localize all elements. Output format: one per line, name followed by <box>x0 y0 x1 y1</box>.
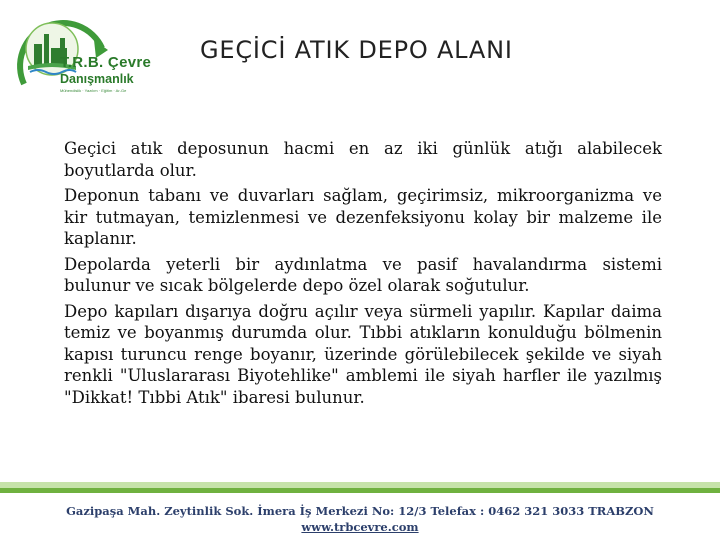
footer-divider <box>0 482 720 496</box>
paragraph: Depo kapıları dışarıya doğru açılır veya sürmeli yapılır. Kapılar daima temiz ve boyanmış durumda olur. Tıbbi atıkların konulduğu bölmenin kapısı turuncu renge boyanır, üzerinde görülebilecek şekilde ve siyah renkli "Uluslararası Biyotehlike" amblemi ile siyah harfler ile yazılmış "Dikkat! Tıbbi Atık" ibaresi bulunur. <box>64 301 662 407</box>
company-logo <box>4 4 152 104</box>
paragraph: Deponun tabanı ve duvarları sağlam, geçirimsiz, mikroorganizma ve kir tutmayan, temizlenmesi ve dezenfeksiyonu kolay bir malzeme ile kaplanır. <box>64 186 662 248</box>
logo-subtitle: Danışmanlık <box>60 72 134 86</box>
content-body <box>64 138 662 412</box>
paragraph: Geçici atık deposunun hacmi en az iki günlük atığı alabilecek boyutlarda olur. <box>64 139 662 180</box>
footer-website-link[interactable]: www.trbcevre.com <box>301 520 419 534</box>
footer-address: Gazipaşa Mah. Zeytinlik Sok. İmera İş Merkezi No: 12/3 Telefax : 0462 321 3033 TRABZON <box>66 504 654 518</box>
logo-tagline: Mühendislik · Yazılım · Eğitim · Ar-Ge <box>60 88 127 93</box>
divider-dark-bar <box>0 488 720 493</box>
paragraph: Depolarda yeterli bir aydınlatma ve pasif havalandırma sistemi bulunur ve sıcak bölgelerde depo özel olarak soğutulur. <box>64 254 662 295</box>
logo-title: T.R.B. Çevre <box>60 54 152 71</box>
footer <box>0 503 720 535</box>
page-title: GEÇİCİ ATIK DEPO ALANI <box>200 36 513 64</box>
